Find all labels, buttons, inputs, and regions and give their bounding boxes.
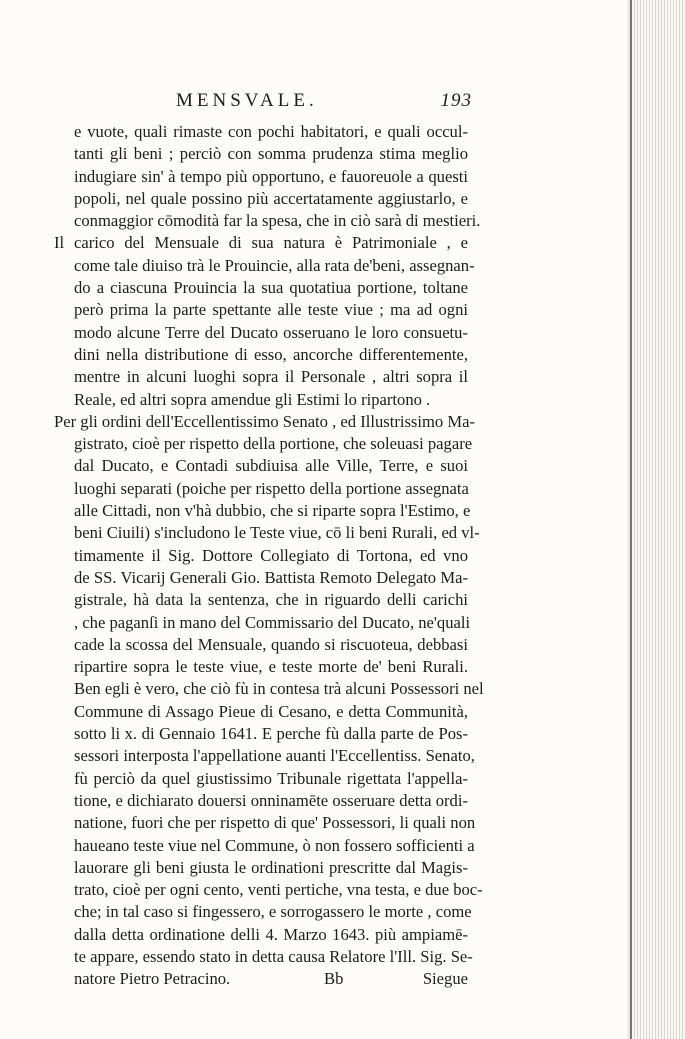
page-footer	[54, 968, 468, 990]
text-line: luoghi separati (poiche per rispetto della portione assegnata	[74, 478, 469, 498]
text-line: e vuote, quali rimaste con pochi habitatori, e quali occul-	[74, 122, 468, 141]
page-edges	[630, 0, 686, 1039]
footer-last-line: natore Pietro Petracino.	[74, 969, 231, 989]
text-line: natione, fuori che per rispetto di que' Possessori, li quali non	[74, 813, 476, 833]
text-line: conmaggior cōmodità far la spesa, che in ciò sarà di mestieri.	[74, 211, 481, 231]
text-line: popoli, nel quale possino più accertatamente aggiustarlo, e	[74, 188, 468, 208]
text-line: trato, cioè per ogni cento, venti pertiche, vna testa, e due boc-	[74, 880, 483, 900]
text-line: Ben egli è vero, che ciò fù in contesa trà alcuni Possessori nel	[74, 679, 484, 699]
text-line: Reale, ed altri sopra amendue gli Estimi lo ripartono .	[74, 389, 431, 409]
text-line: sessori interposta l'appellatione auanti l'Eccellentiss. Senato,	[74, 746, 475, 766]
page-header	[176, 90, 472, 116]
catchword: Siegue	[422, 969, 468, 989]
text-line: dini nella distributione di esso, ancorche differentemente,	[74, 344, 468, 364]
text-line: gistrato, cioè per rispetto della portione, che soleuasi pagare	[74, 434, 473, 454]
text-line: cade la scossa del Mensuale, quando si riscuoteua, debbasi	[74, 634, 468, 654]
text-line: tanti gli beni ; perciò con somma prudenza stima meglio	[74, 144, 468, 164]
text-line: però prima la parte spettante alle teste viue ; ma ad ogni	[74, 300, 468, 320]
running-head: MENSVALE.	[176, 90, 318, 111]
text-line: lauorare gli beni giusta le ordinationi prescritte dal Magis-	[74, 857, 468, 877]
text-line: fù perciò da quel giustissimo Tribunale rigettata l'appella-	[74, 768, 468, 788]
text-line: gistrale, hà data la sentenza, che in riguardo delli carichi	[74, 590, 468, 610]
text-line: Per gli ordini dell'Eccellentissimo Senato , ed Illustrissimo Ma-	[54, 411, 475, 431]
text-line: che; in tal caso si fingessero, e sorrogassero le morte , come	[74, 902, 472, 922]
text-line: sotto li x. di Gennaio 1641. E perche fù dalla parte de Pos-	[74, 724, 468, 744]
text-line: indugiare sin' à tempo più opportuno, e fauoreuole a questi	[74, 166, 468, 186]
text-line: come tale diuiso trà le Prouincie, alla rata de'beni, assegnan-	[74, 255, 475, 275]
text-line: , che paganſi in mano del Commissario del Ducato, ne'quali	[74, 612, 471, 632]
text-line: dal Ducato, e Contadi subdiuisa alle Ville, Terre, e suoi	[74, 456, 468, 476]
text-line: beni Ciuili) s'includono le Teste viue, cō li beni Rurali, ed vl-	[74, 523, 480, 543]
text-line: modo alcune Terre del Ducato osseruano le loro consuetu-	[74, 322, 468, 342]
text-line: mentre in alcuni luoghi sopra il Personale , altri sopra il	[74, 367, 468, 387]
text-line: Commune di Assago Pieue di Cesano, e detta Communità,	[74, 701, 468, 721]
gutter-shadow	[626, 0, 632, 1039]
page-number: 193	[440, 90, 472, 111]
text-line: timamente il Sig. Dottore Collegiato di Tortona, ed vno	[74, 545, 468, 565]
text-line: dalla detta ordinatione delli 4. Marzo 1643. più ampiamē-	[74, 924, 468, 944]
text-line: de SS. Vicarij Generali Gio. Battista Remoto Delegato Ma-	[74, 567, 468, 587]
body-text	[54, 121, 484, 991]
text-line: do a ciascuna Prouincia la sua quotatiua portione, toltane	[74, 278, 468, 298]
signature-mark: Bb	[324, 969, 344, 989]
text-line: tione, e dichiarato douersi onninamēte osseruare detta ordi-	[74, 790, 468, 810]
text-line: te appare, essendo stato in detta causa Relatore l'Ill. Sig. Se-	[74, 946, 473, 966]
text-line: Il carico del Mensuale di sua natura è Patrimoniale , e	[54, 233, 468, 253]
text-line: haueano teste viue nel Commune, ò non fossero sofficienti a	[74, 835, 475, 855]
text-line: ripartire sopra le teste viue, e teste morte de' beni Rurali.	[74, 657, 468, 677]
text-line: alle Cittadi, non v'hà dubbio, che si riparte sopra l'Estimo, e	[74, 501, 471, 521]
